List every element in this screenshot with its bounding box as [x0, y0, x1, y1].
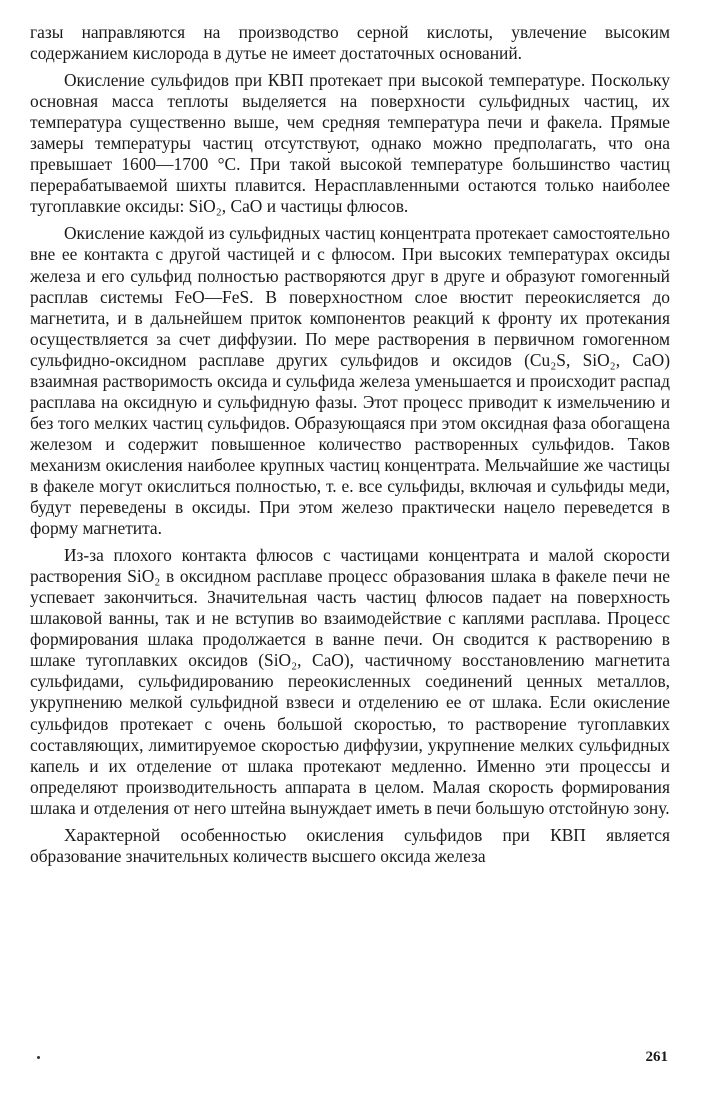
page-number: 261 — [645, 1049, 668, 1065]
paragraph-5: Характерной особенностью окисления сульфидов при КВП является образование значительных количеств высшего оксида железа — [30, 824, 670, 866]
page-body — [30, 22, 670, 867]
paragraph-4: Из-за плохого контакта флюсов с частицами концентрата и малой скорости растворения SiO₂ в оксидном расплаве процесс образования шлака в факеле печи не успевает закончиться. Значительная часть частиц флюсов падает на поверхность шлаковой ванны, так и не вступив во взаимодействие с каплями расплава. Процесс формирования шлака продолжается в ванне печи. Он сводится к растворению в шлаке тугоплавких оксидов (SiO₂, CaO), частичному восстановлению магнетита сульфидами, сульфидированию переокисленных соединений ценных металлов, укрупнению мелкой сульфидной взвеси и отделению ее от шлака. Если окисление сульфидов протекает с очень большой скоростью, то растворение тугоплавких составляющих, лимитируемое скоростью диффузии, укрупнение мелких сульфидных капель и их отделение от шлака протекают медленно. Именно эти процессы и определяют производительность аппарата в целом. Малая скорость формирования шлака и отделения от него штейна вынуждает иметь в печи большую отстойную зону. — [30, 545, 670, 818]
paragraph-2: Окисление сульфидов при КВП протекает при высокой температуре. Поскольку основная масса теплоты выделяется на поверхности сульфидных частиц, их температура существенно выше, чем средняя температура печи и факела. Прямые замеры температуры частиц отсутствуют, однако можно предполагать, что она превышает 1600—1700 °С. При такой высокой температуре большинство частиц перерабатываемой шихты плавится. Нерасплавленными остаются только наиболее тугоплавкие оксиды: SiO₂, CaO и частицы флюсов. — [30, 70, 670, 217]
text-column — [30, 22, 670, 867]
paragraph-3: Окисление каждой из сульфидных частиц концентрата протекает самостоятельно вне ее контакта с другой частицей и с флюсом. При высоких температурах оксиды железа и его сульфид полностью растворяются друг в друге и образуют гомогенный расплав системы FeO—FeS. В поверхностном слое вюстит переокисляется до магнетита, и в дальнейшем приток компонентов реакций к фронту их протекания осуществляется за счет диффузии. По мере растворения в первичном гомогенном сульфидно-оксидном расплаве других сульфидов и оксидов (Cu₂S, SiO₂, CaO) взаимная растворимость оксида и сульфида железа уменьшается и происходит распад расплава на оксидную и сульфидную фазы. Этот процесс приводит к измельчению и без того мелких частиц сульфидов. Образующаяся при этом оксидная фаза обогащена железом и содержит повышенное количество растворенных сульфидов. Таков механизм окисления наиболее крупных частиц концентрата. Мельчайшие же частицы в факеле могут окислиться полностью, т. е. все сульфиды, включая и сульфиды меди, будут переведены в оксиды. При этом железо практически нацело переведется в форму магнетита. — [30, 223, 670, 539]
paragraph-1: газы направляются на производство серной кислоты, увлечение высоким содержанием кислорода в дутье не имеет достаточных оснований. — [30, 22, 670, 64]
printer-mark — [37, 1056, 40, 1059]
